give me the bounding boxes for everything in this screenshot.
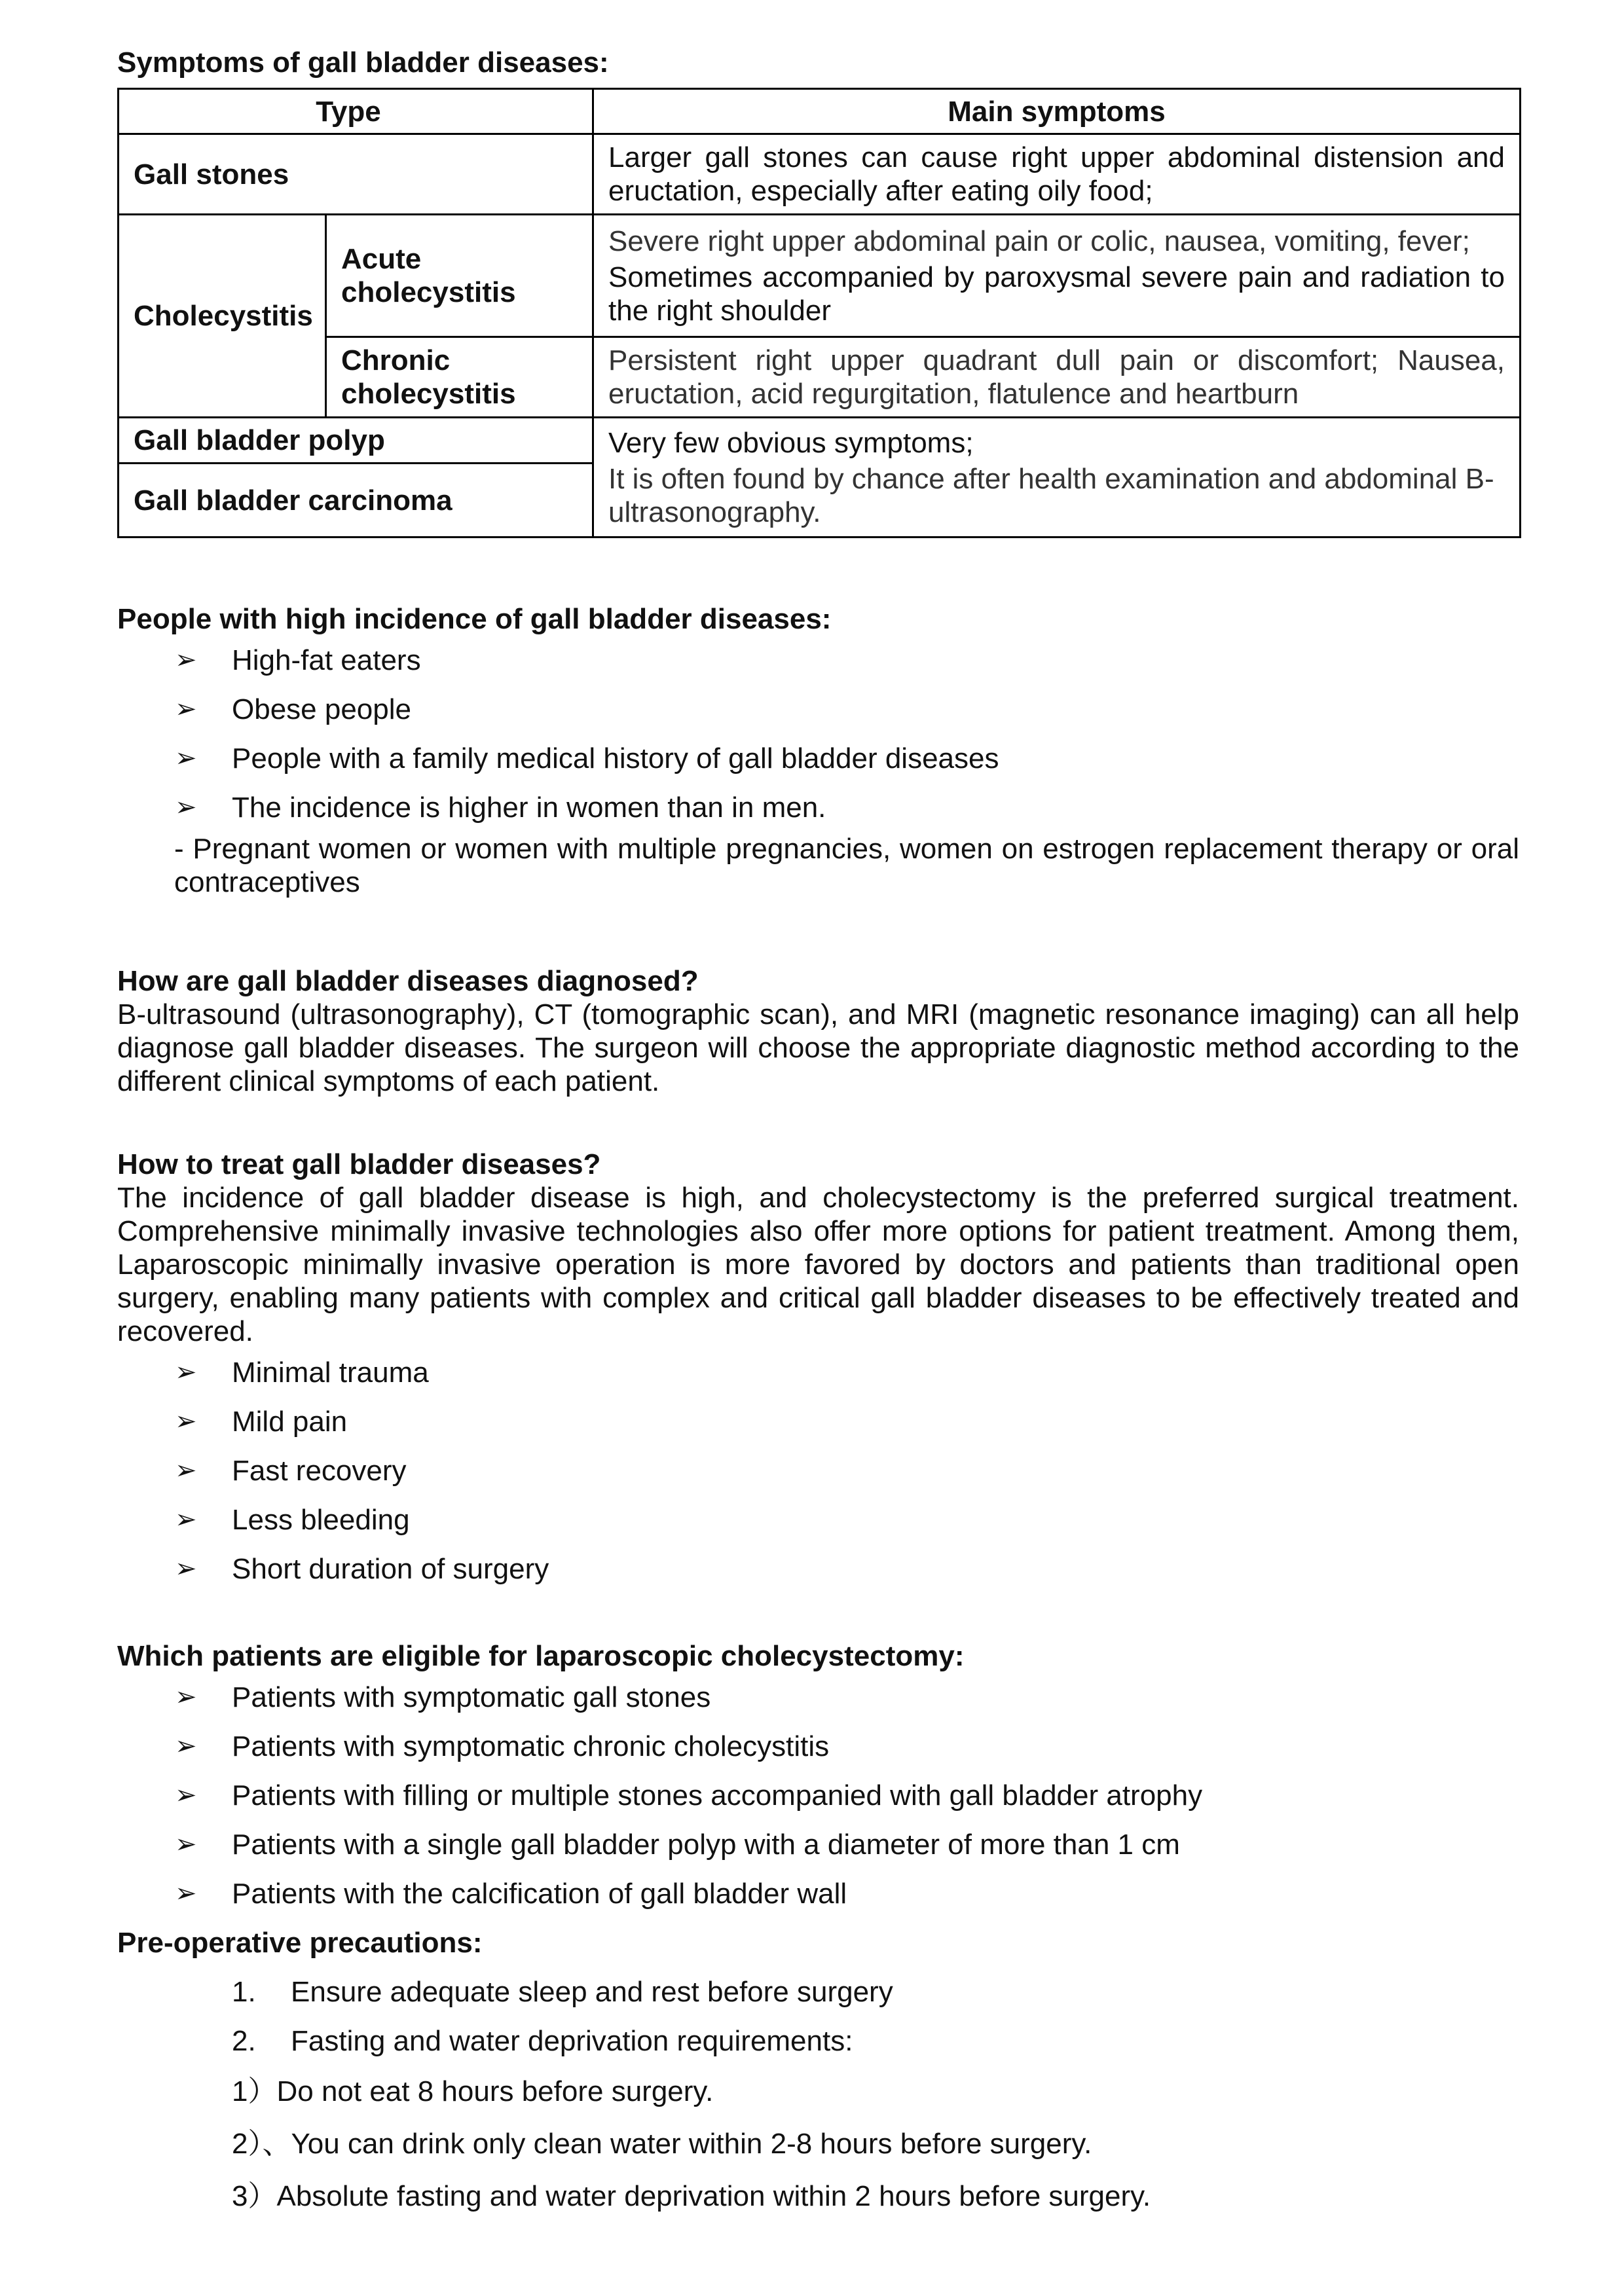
arrow-bullet-icon: ➢ [175,1407,197,1436]
symptoms-heading: Symptoms of gall bladder diseases: [117,46,609,79]
list-item: ➢ Minimal trauma [117,1348,1519,1397]
acute-symptoms-line-1: Severe right upper abdominal pain or colic, nausea, vomiting, fever; [608,225,1470,257]
list-item: ➢ Patients with filling or multiple stones accompanied with gall bladder atrophy [117,1771,1519,1820]
type-cholecystitis: Cholecystitis [119,215,326,418]
symptoms-table [117,88,1521,538]
arrow-bullet-icon: ➢ [175,793,197,822]
list-item: ➢ The incidence is higher in women than in men. [117,783,1519,832]
table-header-row [119,89,1521,134]
table-row-gall-bladder-polyp [119,418,1521,464]
list-item: ➢ People with a family medical history of gall bladder diseases [117,734,1519,783]
list-item: ➢ High-fat eaters [117,636,1519,685]
arrow-bullet-icon: ➢ [175,1683,197,1711]
preop-heading: Pre-operative precautions: [117,1927,483,1959]
high-incidence-note: - Pregnant women or women with multiple pregnancies, women on estrogen replacement therapy or oral contraceptives [174,833,1519,898]
type-chronic-cholecystitis: Chronic cholecystitis [326,337,593,418]
list-item: ➢ Patients with symptomatic chronic cholecystitis [117,1722,1519,1771]
column-header-type: Type [119,89,593,134]
treatment-text: The incidence of gall bladder disease is high, and cholecystectomy is the preferred surgical treatment. Comprehensive minimally invasive technologies also offer more options for patient treatment. Among them, Laparoscopic minimally invasive operation is more favored by doctors and patients than traditional open surgery, enabling many patients with complex and critical gall bladder diseases to be effectively treated and recovered. [117,1182,1519,1347]
arrow-bullet-icon: ➢ [175,1781,197,1810]
list-item: 3）Absolute fasting and water deprivation within 2 hours before surgery. [232,2180,1151,2212]
symptoms-chronic-cholecystitis: Persistent right upper quadrant dull pain or discomfort; Nausea, eructation, acid regurgitation, flatulence and heartburn [593,337,1521,418]
arrow-bullet-icon: ➢ [175,1554,197,1583]
spacer [117,538,1519,602]
arrow-bullet-icon: ➢ [175,1456,197,1485]
polyp-carcinoma-symptoms-line-1: Very few obvious symptoms; [608,426,974,459]
table-row-gall-stones [119,134,1521,215]
symptoms-acute-cholecystitis [593,215,1521,337]
eligibility-list [117,1673,1519,1918]
list-item: 1）Do not eat 8 hours before surgery. [232,2075,714,2107]
arrow-bullet-icon: ➢ [175,1358,197,1387]
list-item: ➢ Obese people [117,685,1519,734]
high-incidence-list [117,636,1519,832]
arrow-bullet-icon: ➢ [175,1505,197,1534]
table-row-chronic-cholecystitis [119,337,1521,418]
list-item: ➢ Mild pain [117,1397,1519,1446]
symptoms-polyp-carcinoma [593,418,1521,538]
document-page [117,46,1519,2223]
arrow-bullet-icon: ➢ [175,1879,197,1908]
column-header-main-symptoms: Main symptoms [593,89,1521,134]
arrow-bullet-icon: ➢ [175,695,197,723]
type-gall-stones: Gall stones [119,134,593,215]
list-item: ➢ Patients with symptomatic gall stones [117,1673,1519,1722]
treatment-benefits-list [117,1348,1519,1594]
treatment-heading: How to treat gall bladder diseases? [117,1148,601,1180]
preop-numbered-list [117,1967,1519,2066]
type-gall-bladder-polyp: Gall bladder polyp [119,418,593,464]
eligibility-heading: Which patients are eligible for laparoscopic cholecystectomy: [117,1640,965,1672]
arrow-bullet-icon: ➢ [175,1830,197,1859]
spacer [117,1098,1519,1148]
arrow-bullet-icon: ➢ [175,646,197,674]
spacer [117,899,1519,964]
spacer [117,1594,1519,1639]
high-incidence-heading: People with high incidence of gall bladder diseases: [117,603,832,635]
list-item: ➢ Short duration of surgery [117,1544,1519,1594]
list-item: ➢ Fast recovery [117,1446,1519,1495]
list-item: ➢ Patients with the calcification of gall bladder wall [117,1869,1519,1918]
type-acute-cholecystitis: Acute cholecystitis [326,215,593,337]
arrow-bullet-icon: ➢ [175,1732,197,1760]
list-item: ➢ Less bleeding [117,1495,1519,1544]
symptoms-gall-stones: Larger gall stones can cause right upper abdominal distension and eructation, especially after eating oily food; [593,134,1521,215]
polyp-carcinoma-symptoms-line-2: It is often found by chance after health examination and abdominal B-ultrasonography. [608,462,1494,528]
list-item: 2. Fasting and water deprivation requirements: [232,2025,853,2057]
acute-symptoms-line-2: Sometimes accompanied by paroxysmal severe pain and radiation to the right shoulder [608,261,1505,327]
diagnosis-heading: How are gall bladder diseases diagnosed? [117,965,699,997]
list-item: 2）、You can drink only clean water within 2-8 hours before surgery. [232,2128,1092,2160]
diagnosis-text: B-ultrasound (ultrasonography), CT (tomographic scan), and MRI (magnetic resonance imaging) can all help diagnose gall bladder diseases. The surgeon will choose the appropriate diagnostic method according to the different clinical symptoms of each patient. [117,998,1519,1097]
arrow-bullet-icon: ➢ [175,744,197,773]
preop-sub-items [117,2066,1519,2223]
type-gall-bladder-carcinoma: Gall bladder carcinoma [119,464,593,538]
table-row-acute-cholecystitis [119,215,1521,337]
list-item: ➢ Patients with a single gall bladder polyp with a diameter of more than 1 cm [117,1820,1519,1869]
list-item: 1. Ensure adequate sleep and rest before surgery [232,1976,893,2008]
